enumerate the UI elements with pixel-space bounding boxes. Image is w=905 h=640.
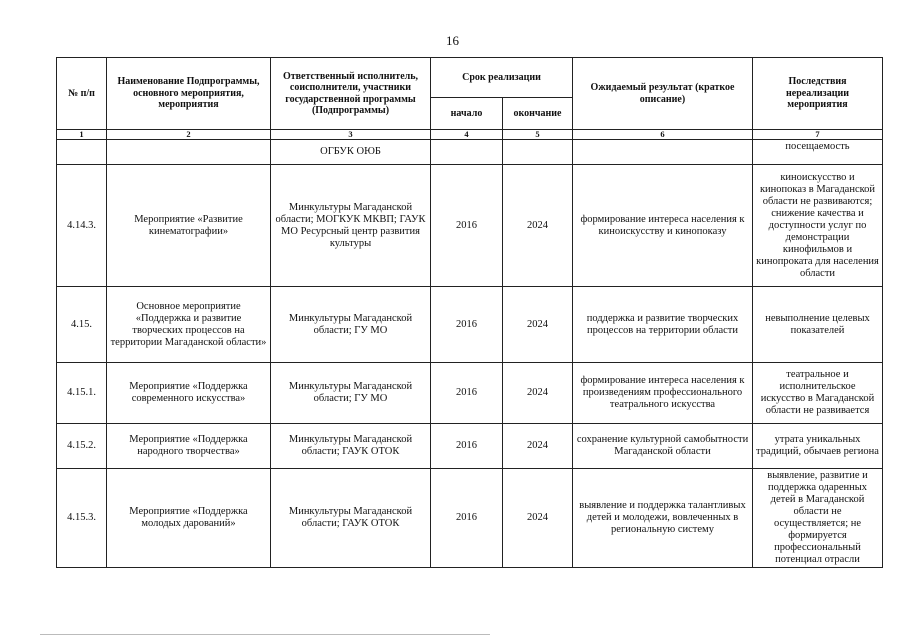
row-end <box>503 140 573 165</box>
header-start: начало <box>431 98 503 130</box>
program-table <box>56 57 883 568</box>
row-start: 2016 <box>431 363 503 424</box>
column-number: 6 <box>573 130 753 140</box>
header-result: Ожидаемый результат (краткое описание) <box>573 58 753 130</box>
table-row <box>57 469 883 568</box>
row-num: 4.15.3. <box>57 469 107 568</box>
column-number: 2 <box>107 130 271 140</box>
row-end: 2024 <box>503 165 573 287</box>
column-number: 7 <box>753 130 883 140</box>
row-end: 2024 <box>503 424 573 469</box>
column-number: 4 <box>431 130 503 140</box>
row-result: выявление и поддержка талантливых детей и молодежи, вовлеченных в региональную систему <box>573 469 753 568</box>
header-consequences: Последствия нереализации мероприятия <box>753 58 883 130</box>
row-name: Мероприятие «Поддержка современного искусства» <box>107 363 271 424</box>
row-end: 2024 <box>503 469 573 568</box>
page-number: 16 <box>446 33 459 48</box>
row-responsible: Минкультуры Магаданской области; ГАУК ОТОК <box>271 424 431 469</box>
row-result <box>573 140 753 165</box>
column-number: 3 <box>271 130 431 140</box>
row-consequences: выявление, развитие и поддержка одаренных детей в Магаданской области не осуществляется; не формируется профессиональный потенциал отрасли <box>753 469 883 568</box>
row-name: Мероприятие «Развитие кинематографии» <box>107 165 271 287</box>
header-num: № п/п <box>57 58 107 130</box>
header-name: Наименование Подпрограммы, основного мероприятия, мероприятия <box>107 58 271 130</box>
row-name: Основное мероприятие «Поддержка и развитие творческих процессов на территории Магаданской области» <box>107 287 271 363</box>
row-start: 2016 <box>431 165 503 287</box>
table-row <box>57 363 883 424</box>
header-responsible: Ответственный исполнитель, соисполнители, участники государственной программы (Подпрограммы) <box>271 58 431 130</box>
row-num: 4.15.2. <box>57 424 107 469</box>
column-number: 1 <box>57 130 107 140</box>
table-row <box>57 140 883 165</box>
row-result: поддержка и развитие творческих процессов на территории области <box>573 287 753 363</box>
row-num: 4.15.1. <box>57 363 107 424</box>
row-result: формирование интереса населения к произведениям профессионального театрального искусства <box>573 363 753 424</box>
table-row <box>57 287 883 363</box>
table-row <box>57 424 883 469</box>
column-number: 5 <box>503 130 573 140</box>
row-name <box>107 140 271 165</box>
row-result: формирование интереса населения к киноискусству и кинопоказу <box>573 165 753 287</box>
row-consequences: посещаемость <box>753 140 883 165</box>
row-start: 2016 <box>431 424 503 469</box>
scan-bottom-line <box>40 634 490 635</box>
row-num <box>57 140 107 165</box>
row-consequences: невыполнение целевых показателей <box>753 287 883 363</box>
header-end: окончание <box>503 98 573 130</box>
row-num: 4.14.3. <box>57 165 107 287</box>
row-name: Мероприятие «Поддержка молодых дарований» <box>107 469 271 568</box>
row-start <box>431 140 503 165</box>
row-responsible: Минкультуры Магаданской области; МОГКУК МКВП; ГАУК МО Ресурсный центр развития культуры <box>271 165 431 287</box>
row-consequences: киноискусство и кинопоказ в Магаданской области не развиваются; снижение качества и доступности услуг по демонстрации кинофильмов и кинопроката для населения области <box>753 165 883 287</box>
row-responsible: Минкультуры Магаданской области; ГУ МО <box>271 363 431 424</box>
table-row <box>57 165 883 287</box>
row-start: 2016 <box>431 287 503 363</box>
row-name: Мероприятие «Поддержка народного творчества» <box>107 424 271 469</box>
row-responsible: Минкультуры Магаданской области; ГАУК ОТОК <box>271 469 431 568</box>
row-end: 2024 <box>503 287 573 363</box>
row-num: 4.15. <box>57 287 107 363</box>
row-consequences: утрата уникальных традиций, обычаев региона <box>753 424 883 469</box>
row-consequences: театральное и исполнительское искусство в Магаданской области не развивается <box>753 363 883 424</box>
row-result: сохранение культурной самобытности Магаданской области <box>573 424 753 469</box>
row-responsible: ОГБУК ОЮБ <box>271 140 431 165</box>
row-end: 2024 <box>503 363 573 424</box>
row-responsible: Минкультуры Магаданской области; ГУ МО <box>271 287 431 363</box>
row-start: 2016 <box>431 469 503 568</box>
header-period: Срок реализации <box>431 58 573 98</box>
